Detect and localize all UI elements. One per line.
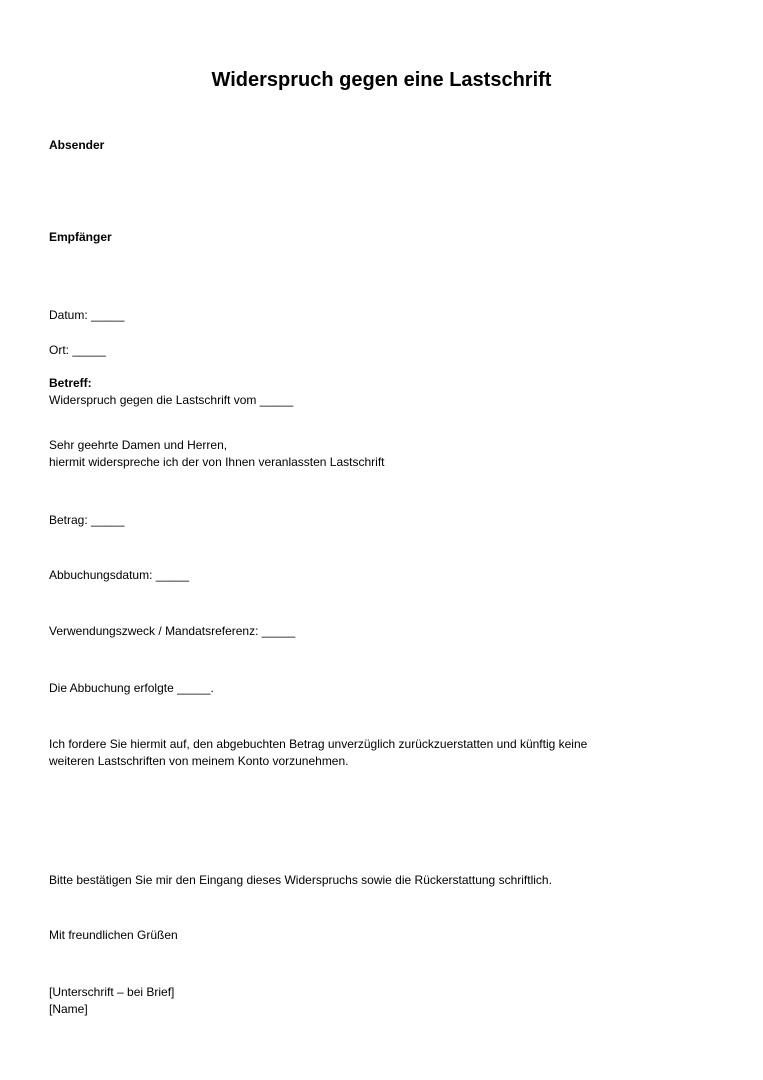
subject-text: Widerspruch gegen die Lastschrift vom _____: [49, 393, 294, 407]
recipient-label: Empfänger: [49, 230, 112, 244]
name-placeholder: [Name]: [49, 1002, 88, 1016]
document-title: Widerspruch gegen eine Lastschrift: [211, 69, 552, 91]
demand-paragraph: [49, 736, 587, 770]
intro-text: hiermit widerspreche ich der von Ihnen veranlassten Lastschrift: [49, 455, 385, 469]
closing-text: Mit freundlichen Grüßen: [49, 928, 178, 942]
amount-line: Betrag: _____: [49, 513, 125, 527]
demand-line-2: weiteren Lastschriften von meinem Konto vorzunehmen.: [49, 754, 349, 768]
confirmation-text: Bitte bestätigen Sie mir den Eingang dieses Widerspruchs sowie die Rückerstattung schriftlich.: [49, 873, 552, 887]
place-line: Ort: _____: [49, 343, 106, 357]
subject-block: [49, 375, 293, 409]
sender-label: Absender: [49, 138, 105, 152]
reference-line: Verwendungszweck / Mandatsreferenz: _____: [49, 624, 296, 638]
debit-date-line: Abbuchungsdatum: _____: [49, 568, 190, 582]
salutation-block: [49, 437, 385, 471]
signature-placeholder: [Unterschrift – bei Brief]: [49, 985, 175, 999]
signature-block: [49, 984, 174, 1018]
demand-line-1: Ich fordere Sie hiermit auf, den abgebuchten Betrag unverzüglich zurückzuerstatten und künftig keine: [49, 737, 588, 751]
date-line: Datum: _____: [49, 308, 125, 322]
salutation: Sehr geehrte Damen und Herren,: [49, 438, 228, 452]
subject-label: Betreff:: [49, 376, 92, 390]
debit-reason-line: Die Abbuchung erfolgte _____.: [49, 681, 214, 695]
